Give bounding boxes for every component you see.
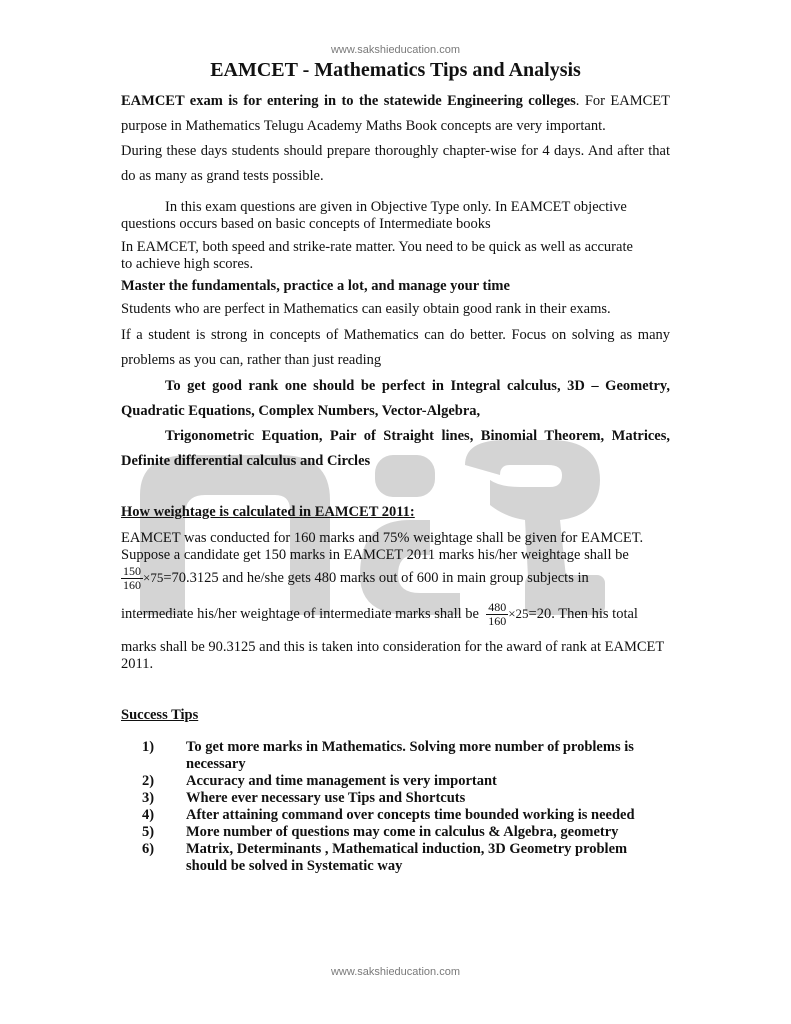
rank-line-4: Definite differential calculus and Circles — [121, 453, 371, 469]
master-line-3: problems as you can, rather than just reading — [121, 352, 382, 368]
list-item-text: Accuracy and time management is very important — [186, 773, 497, 789]
master-line-1: Students who are perfect in Mathematics can easily obtain good rank in their exams. — [121, 301, 611, 317]
list-item-line: To get more marks in Mathematics. Solving more number of problems is — [186, 739, 634, 755]
fraction-denominator: 160 — [488, 614, 507, 628]
weightage-line-4-rest: =20. Then his total — [528, 605, 638, 622]
list-item-text: After attaining command over concepts time bounded working is needed — [186, 807, 635, 823]
header-site-url: www.sakshieducation.com — [330, 44, 460, 56]
list-item — [142, 841, 656, 875]
speed-line-1: In EAMCET, both speed and strike-rate matter. You need to be quick as well as accurate — [121, 239, 633, 255]
objective-line-2: questions occurs based on basic concepts of Intermediate books — [121, 216, 491, 232]
success-tips-heading: Success Tips — [121, 707, 199, 723]
list-item — [142, 824, 656, 841]
objective-line-1: In this exam questions are given in Objective Type only. In EAMCET objective — [165, 199, 627, 215]
list-item-text — [186, 739, 656, 773]
weightage-line-3 — [121, 565, 589, 592]
factor-25: 25 — [515, 605, 529, 621]
footer-site-url: www.sakshieducation.com — [330, 966, 460, 978]
rank-line-2: Quadratic Equations, Complex Numbers, Vector-Algebra, — [121, 403, 481, 419]
weightage-line-3-rest: =70.3125 and he/she gets 480 marks out of 600 in main group subjects in — [163, 569, 589, 586]
times-sign: × — [508, 605, 516, 621]
list-item-line: Matrix, Determinants , Mathematical induction, 3D Geometry problem — [186, 841, 628, 857]
speed-line-2: to achieve high scores. — [121, 256, 254, 272]
weightage-line-1: EAMCET was conducted for 160 marks and 75% weightage shall be given for EAMCET. — [121, 530, 644, 546]
intro-line-1-rest: . For EAMCET — [575, 93, 670, 109]
fraction-denominator: 160 — [123, 578, 141, 592]
master-heading: Master the fundamentals, practice a lot, and manage your time — [121, 278, 510, 294]
list-item-text — [186, 841, 656, 875]
rank-line-1: To get good rank one should be perfect in Integral calculus, 3D – Geometry, — [165, 378, 670, 394]
weightage-heading: How weightage is calculated in EAMCET 2011: — [121, 504, 415, 520]
fraction-150-over-160 — [121, 565, 143, 592]
list-item-number: 1) — [142, 739, 155, 755]
times-sign: × — [143, 569, 151, 585]
list-item — [142, 790, 656, 807]
weightage-line-4-lead: intermediate his/her weightage of intermediate marks shall be — [121, 605, 479, 622]
weightage-line-2: Suppose a candidate get 150 marks in EAMCET 2011 marks his/her weightage shall be — [121, 547, 629, 563]
list-item — [142, 773, 656, 790]
intro-line-4: do as many as grand tests possible. — [121, 168, 324, 184]
list-item — [142, 739, 656, 773]
list-item-number: 3) — [142, 790, 155, 806]
fraction-numerator: 480 — [488, 600, 507, 614]
factor-75: 75 — [150, 569, 164, 585]
weightage-line-5: marks shall be 90.3125 and this is taken into consideration for the award of rank at EAMCET — [121, 639, 665, 655]
list-item-text: More number of questions may come in calculus & Algebra, geometry — [186, 824, 619, 840]
weightage-line-6: 2011. — [121, 656, 154, 672]
intro-line-1 — [121, 92, 670, 110]
intro-line-2: purpose in Mathematics Telugu Academy Maths Book concepts are very important. — [121, 118, 606, 134]
intro-bold-lead: EAMCET exam is for entering in to the statewide Engineering colleges — [121, 93, 576, 109]
weightage-line-4 — [121, 601, 638, 628]
list-item-number: 2) — [142, 773, 155, 789]
list-item-text: Where ever necessary use Tips and Shortcuts — [186, 790, 466, 806]
page-title: EAMCET - Mathematics Tips and Analysis — [210, 59, 581, 81]
success-tips-list — [142, 739, 656, 875]
list-item-number: 5) — [142, 824, 155, 840]
fraction-480-over-160 — [486, 601, 508, 628]
list-item — [142, 807, 656, 824]
list-item-number: 6) — [142, 841, 155, 857]
fraction-numerator: 150 — [123, 564, 141, 578]
list-item-line: necessary — [186, 756, 246, 772]
intro-line-3: During these days students should prepare thoroughly chapter-wise for 4 days. And after that — [121, 143, 670, 159]
master-line-2: If a student is strong in concepts of Mathematics can do better. Focus on solving as many — [121, 327, 670, 343]
list-item-number: 4) — [142, 807, 155, 823]
rank-line-3: Trigonometric Equation, Pair of Straight lines, Binomial Theorem, Matrices, — [165, 428, 670, 444]
list-item-line: should be solved in Systematic way — [186, 858, 403, 874]
